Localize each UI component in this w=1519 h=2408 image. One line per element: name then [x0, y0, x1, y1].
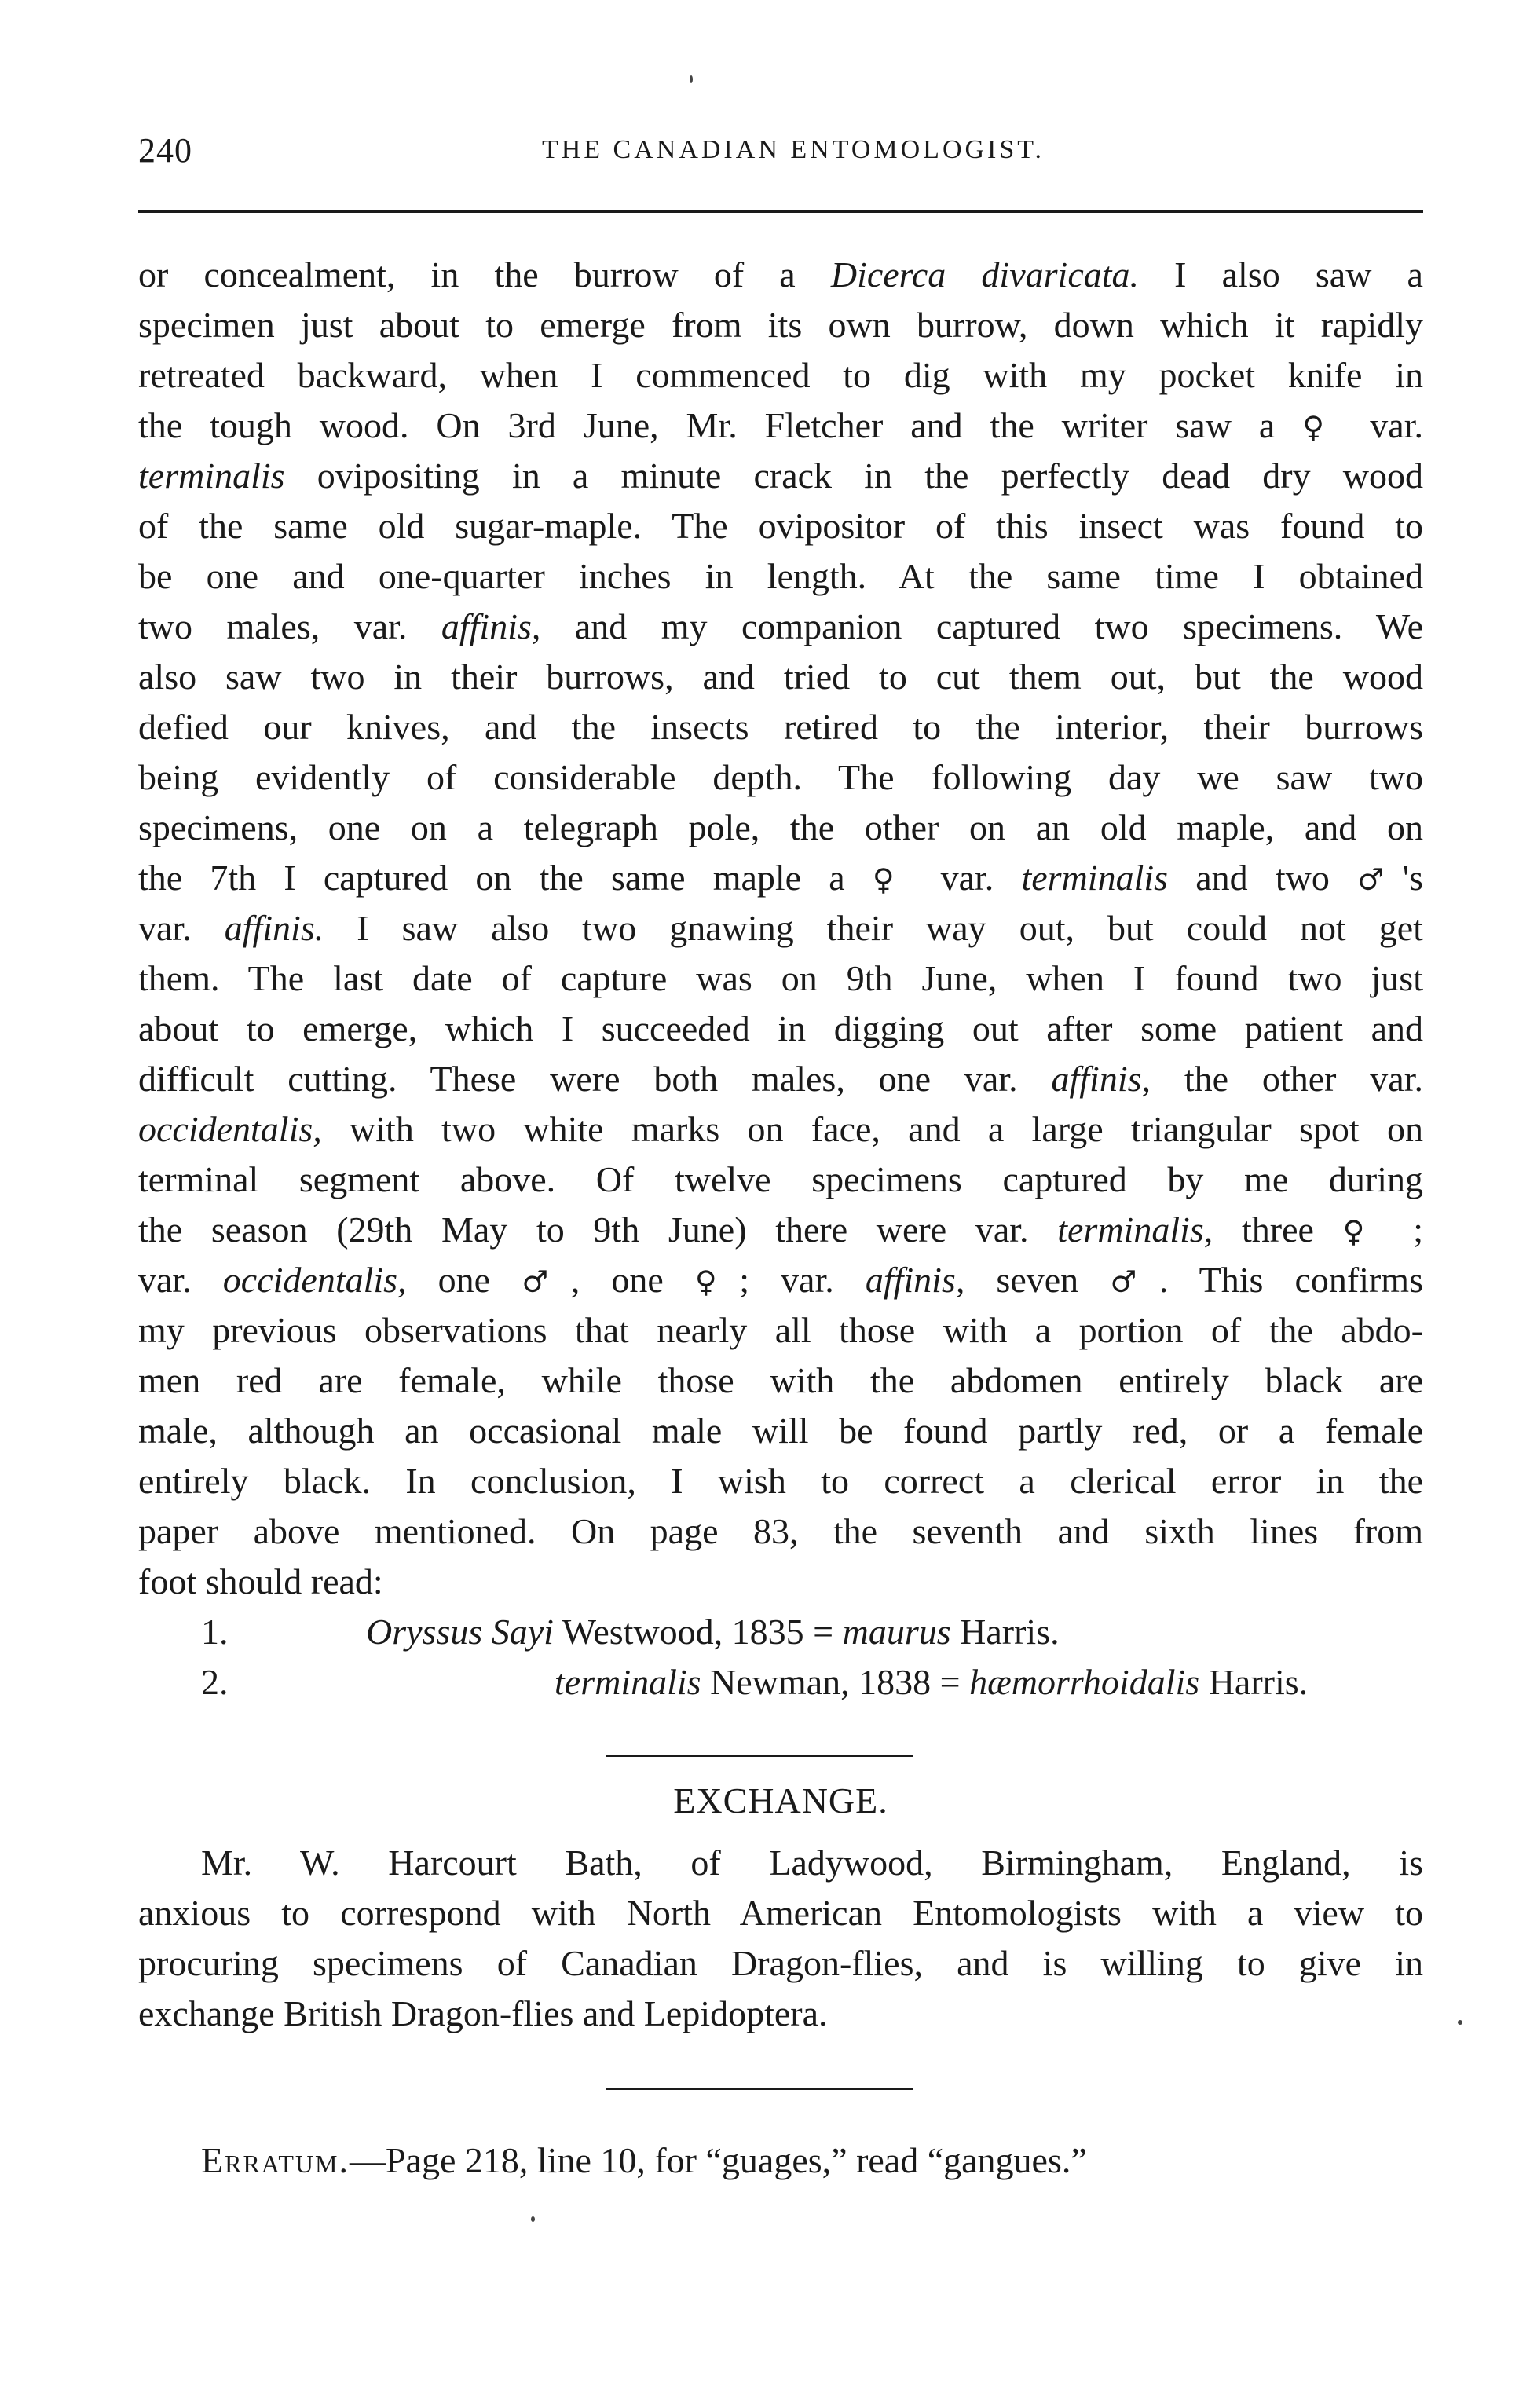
text-run: two males, var. [138, 606, 441, 646]
text-run: var. [138, 908, 225, 948]
text-run: and two [1168, 858, 1358, 898]
text-run: difficult cutting. These were both males, one var. [138, 1059, 1052, 1099]
italic-term: Oryssus Sayi [366, 1612, 554, 1652]
text-line [138, 1506, 1423, 1557]
text-line [138, 350, 1423, 401]
text-run: men red are female, while those with the abdomen entirely black are [138, 1360, 1423, 1400]
correction-text [555, 1657, 1308, 1707]
text-run: about to emerge, which I succeeded in digging out after some patient and [138, 1008, 1423, 1048]
text-line [138, 551, 1423, 602]
text-run: them. The last date of capture was on 9th June, when I found two just [138, 958, 1423, 998]
print-speck [531, 2216, 535, 2222]
text-run: , one [570, 1260, 695, 1300]
exchange-heading: EXCHANGE. [673, 1780, 888, 1821]
text-line [138, 903, 1423, 953]
text-run: I also saw a [1139, 254, 1423, 295]
text-run: defied our knives, and the insects retired to the interior, their burrows [138, 707, 1423, 747]
text-run: Westwood, 1835 = [553, 1612, 843, 1652]
section-divider-top [606, 1755, 913, 1757]
sex-symbol: ♀ [1302, 410, 1343, 445]
correction-item [138, 1657, 1423, 1707]
text-line [138, 1004, 1423, 1054]
text-run: of the same old sugar-maple. The ovipositor of this insect was found to [138, 506, 1423, 546]
correction-text [366, 1607, 1060, 1657]
text-run: entirely black. In conclusion, I wish to correct a clerical error in the [138, 1461, 1423, 1501]
italic-term: occidentalis, [222, 1260, 407, 1300]
text-run: the tough wood. On 3rd June, Mr. Fletcher and the writer saw a [138, 405, 1303, 445]
italic-term: terminalis [138, 456, 285, 496]
text-line [138, 803, 1423, 853]
text-line [138, 1155, 1423, 1205]
print-speck [690, 75, 693, 83]
text-line [138, 1104, 1423, 1155]
text-run: foot should read: [138, 1561, 383, 1601]
text-run: I saw also two gnawing their way out, but could not get [324, 908, 1423, 948]
text-line [138, 1456, 1423, 1506]
italic-term: terminalis [1021, 858, 1169, 898]
text-run: being evidently of considerable depth. The following day we saw two [138, 757, 1423, 797]
correction-number: 1. [201, 1612, 229, 1652]
text-run: paper above mentioned. On page 83, the seventh and sixth lines from [138, 1511, 1423, 1551]
text-line [138, 501, 1423, 551]
exchange-line: anxious to correspond with North American Entomologists with a view to [138, 1893, 1423, 1933]
italic-term: affinis. [224, 908, 324, 948]
text-run: specimen just about to emerge from its own burrow, down which it rapidly [138, 305, 1423, 345]
text-line [138, 953, 1423, 1004]
text-line [138, 853, 1423, 903]
erratum-text: —Page 218, line 10, for “guages,” read “gangues.” [349, 2140, 1087, 2180]
italic-term: affinis, [865, 1260, 965, 1300]
text-run: and my companion captured two specimens. We [540, 606, 1423, 646]
text-line [138, 1356, 1423, 1406]
sex-symbol: ♀ [694, 1264, 740, 1299]
header-rule [138, 210, 1423, 213]
correction-number: 2. [201, 1662, 229, 1702]
italic-term: Dicerca divaricata. [830, 254, 1140, 295]
text-line [138, 401, 1423, 451]
erratum-label: Erratum. [201, 2140, 350, 2180]
text-line [138, 652, 1423, 702]
italic-term: hæmorrhoidalis [969, 1662, 1200, 1702]
correction-item [138, 1607, 1423, 1657]
text-run: my previous observations that nearly all those with a portion of the abdo- [138, 1310, 1423, 1350]
text-run: var. [1342, 405, 1423, 445]
text-run: specimens, one on a telegraph pole, the other on an old maple, and on [138, 807, 1423, 847]
text-run: . This confirms [1158, 1260, 1423, 1300]
text-run: one [406, 1260, 522, 1300]
running-head: THE CANADIAN ENTOMOLOGIST. [541, 135, 1045, 164]
text-line [138, 1305, 1423, 1356]
exchange-line: procuring specimens of Canadian Dragon-flies, and is willing to give in [138, 1943, 1423, 1983]
text-line [138, 1255, 1423, 1305]
italic-term: occidentalis, [138, 1109, 322, 1149]
text-run: the other var. [1151, 1059, 1423, 1099]
text-run: var. [138, 1260, 223, 1300]
section-divider-bottom [606, 2088, 913, 2090]
text-run: 's [1402, 858, 1423, 898]
text-line [138, 1557, 1423, 1607]
print-speck [1458, 2020, 1462, 2025]
exchange-body [138, 1838, 1423, 2039]
exchange-line: exchange British Dragon-flies and Lepidoptera. [138, 1993, 828, 2033]
text-run: Harris. [950, 1612, 1060, 1652]
text-run: ; [1384, 1209, 1423, 1250]
italic-term: terminalis [555, 1662, 701, 1702]
sex-symbol: ♂ [1110, 1264, 1159, 1299]
text-run: three [1213, 1209, 1343, 1250]
text-run: the season (29th May to 9th June) there were var. [138, 1209, 1058, 1250]
text-run: ; var. [739, 1260, 866, 1300]
text-line [138, 1205, 1423, 1255]
page-number: 240 [138, 131, 192, 170]
text-run: also saw two in their burrows, and tried to cut them out, but the wood [138, 657, 1423, 697]
text-run: retreated backward, when I commenced to dig with my pocket knife in [138, 355, 1423, 395]
text-line [138, 1406, 1423, 1456]
italic-term: terminalis, [1057, 1209, 1213, 1250]
text-run: var. [913, 858, 1022, 898]
text-run: the 7th I captured on the same maple a [138, 858, 873, 898]
text-run: Harris. [1199, 1662, 1309, 1702]
text-line [138, 300, 1423, 350]
text-run: seven [964, 1260, 1111, 1300]
article-body [138, 250, 1423, 1707]
text-line [138, 702, 1423, 752]
text-run: with two white marks on face, and a large triangular spot on [321, 1109, 1423, 1149]
text-run: terminal segment above. Of twelve specimens captured by me during [138, 1159, 1423, 1199]
text-line [138, 752, 1423, 803]
italic-term: affinis, [1051, 1059, 1151, 1099]
text-line [138, 602, 1423, 652]
text-run: be one and one-quarter inches in length. At the same time I obtained [138, 556, 1423, 596]
text-run: Newman, 1838 = [701, 1662, 970, 1702]
text-line [138, 250, 1423, 300]
text-run: or concealment, in the burrow of a [138, 254, 831, 295]
italic-term: maurus [842, 1612, 951, 1652]
exchange-line: Mr. W. Harcourt Bath, of Ladywood, Birmingham, England, is [201, 1843, 1423, 1883]
sex-symbol: ♂ [1357, 862, 1403, 897]
text-line [138, 1054, 1423, 1104]
sex-symbol: ♀ [872, 862, 913, 897]
text-run: ovipositing in a minute crack in the perfectly dead dry wood [284, 456, 1423, 496]
text-run: male, although an occasional male will be found partly red, or a female [138, 1411, 1423, 1451]
text-line [138, 451, 1423, 501]
sex-symbol: ♂ [522, 1264, 571, 1299]
erratum [201, 2139, 1379, 2181]
italic-term: affinis, [441, 606, 541, 646]
sex-symbol: ♀ [1342, 1214, 1385, 1249]
